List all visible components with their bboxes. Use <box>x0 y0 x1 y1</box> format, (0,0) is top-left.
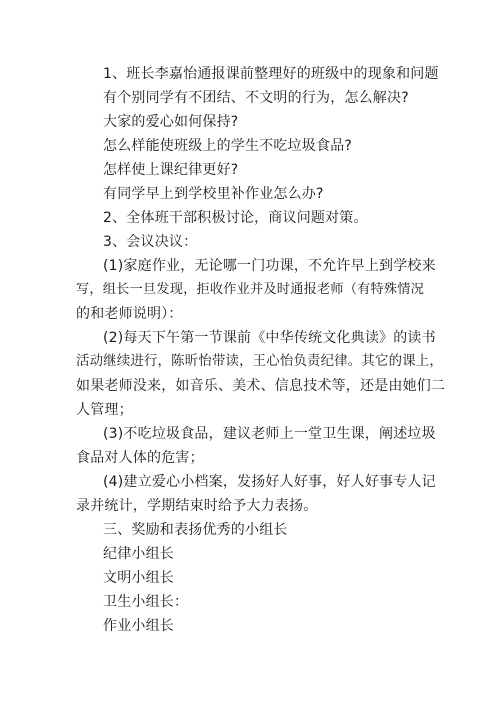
text-line: 人管理； <box>76 402 133 418</box>
text-line: 卫生小组长： <box>103 594 189 610</box>
text-line: (3)不吃垃圾食品，建议老师上一堂卫生课，阐述垃圾 <box>103 426 436 442</box>
text-line: (1)家庭作业，无论哪一门功课，不允许早上到学校来 <box>103 258 436 274</box>
section-heading: 三、奖励和表扬优秀的小组长 <box>103 522 288 538</box>
text-line: (2)每天下午第一节课前《中华传统文化典读》的读书 <box>103 330 436 346</box>
text-line: 活动继续进行，陈昕怡带读，王心怡负责纪律。其它的课上， <box>76 354 443 369</box>
text-line: 作业小组长 <box>103 618 174 634</box>
text-line: 录并统计，学期结束时给予大力表扬。 <box>76 498 318 514</box>
text-line: 1、班长李嘉怡通报课前整理好的班级中的现象和问题 <box>103 66 439 82</box>
text-line: 有个别同学有不团结、不文明的行为，怎么解决? <box>103 90 409 106</box>
text-line: (4)建立爱心小档案，发扬好人好事，好人好事专人记 <box>103 474 436 490</box>
text-line: 如果老师没来，如音乐、美术、信息技术等，还是由她们二 <box>76 378 446 394</box>
text-line: 怎样使上课纪律更好? <box>103 162 239 178</box>
text-line: 的和老师说明）： <box>76 306 183 322</box>
text-line: 纪律小组长 <box>103 546 174 562</box>
text-line: 3、会议决议： <box>103 234 198 250</box>
text-line: 文明小组长 <box>103 570 174 586</box>
text-line: 2、全体班干部积极讨论，商议问题对策。 <box>103 210 368 226</box>
text-line: 大家的爱心如何保持? <box>103 114 239 130</box>
text-line: 食品对人体的危害； <box>76 450 204 466</box>
text-line: 有同学早上到学校里补作业怎么办? <box>103 186 324 202</box>
text-line: 写，组长一旦发现，拒收作业并及时通报老师（有特殊情况 <box>76 282 425 297</box>
text-line: 怎么样能使班级上的学生不吃垃圾食品? <box>103 138 353 154</box>
